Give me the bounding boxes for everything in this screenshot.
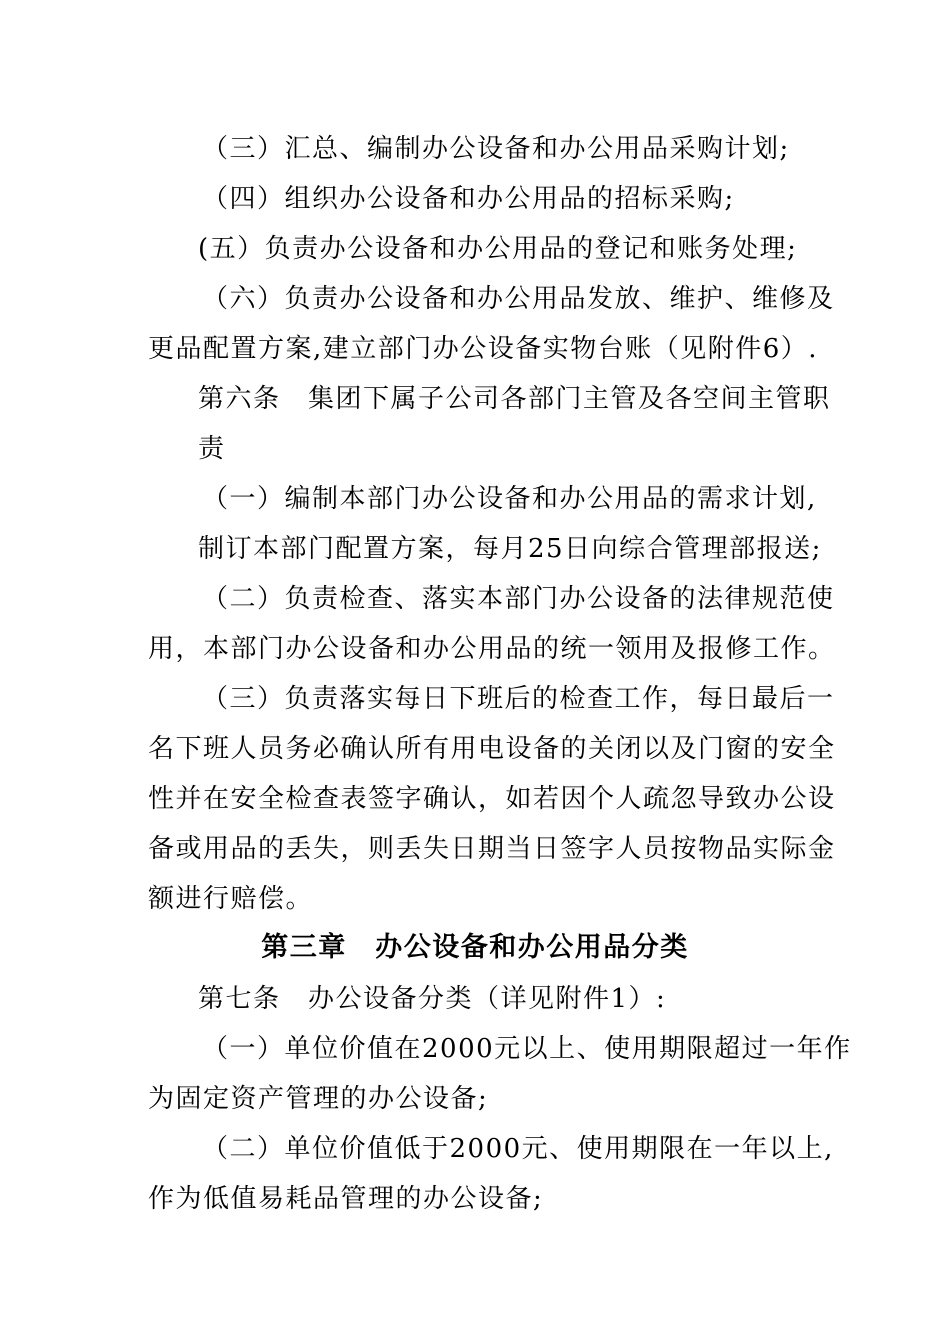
text-line: 性并在安全检查表签字确认，如若因个人疏忽导致办公设 (148, 784, 836, 814)
text-line: 责 (198, 434, 226, 464)
chapter-heading: 第三章 办公设备和办公用品分类 (261, 932, 689, 963)
text-line: 作为低值易耗品管理的办公设备; (148, 1184, 544, 1214)
text-line: （二）负责检查、落实本部门办公设备的法律规范使 (202, 584, 835, 614)
text-line: （二）单位价值低于2000元、使用期限在一年以上, (202, 1134, 834, 1164)
text-line: 名下班人员务必确认所有用电设备的关闭以及门窗的安全 (148, 734, 836, 764)
text-line: 制订本部门配置方案，每月25日向综合管理部报送; (198, 534, 822, 564)
text-line: (五）负责办公设备和办公用品的登记和账务处理; (198, 234, 798, 264)
text-line: （一）单位价值在2000元以上、使用期限超过一年作 (202, 1034, 852, 1064)
text-line: （三）负责落实每日下班后的检查工作，每日最后一 (202, 684, 835, 714)
text-line: 第六条 集团下属子公司各部门主管及各空间主管职 (198, 384, 831, 414)
text-line: （六）负责办公设备和办公用品发放、维护、维修及 (202, 284, 835, 314)
text-line: 为固定资产管理的办公设备; (148, 1084, 489, 1114)
text-line: （一）编制本部门办公设备和办公用品的需求计划, (202, 484, 817, 514)
text-line: 更品配置方案,建立部门办公设备实物台账（见附件6）. (148, 334, 819, 364)
text-line: 额进行赔偿。 (148, 884, 314, 914)
text-line: 备或用品的丢失，则丢失日期当日签字人员按物品实际金 (148, 834, 836, 864)
text-line: 用，本部门办公设备和办公用品的统一领用及报修工作。 (148, 634, 836, 664)
article-title: 第七条 办公设备分类（详见附件1）: (198, 984, 667, 1014)
text-line: （四）组织办公设备和办公用品的招标采购; (202, 184, 735, 214)
text-line: （三）汇总、编制办公设备和办公用品采购计划; (202, 134, 790, 164)
